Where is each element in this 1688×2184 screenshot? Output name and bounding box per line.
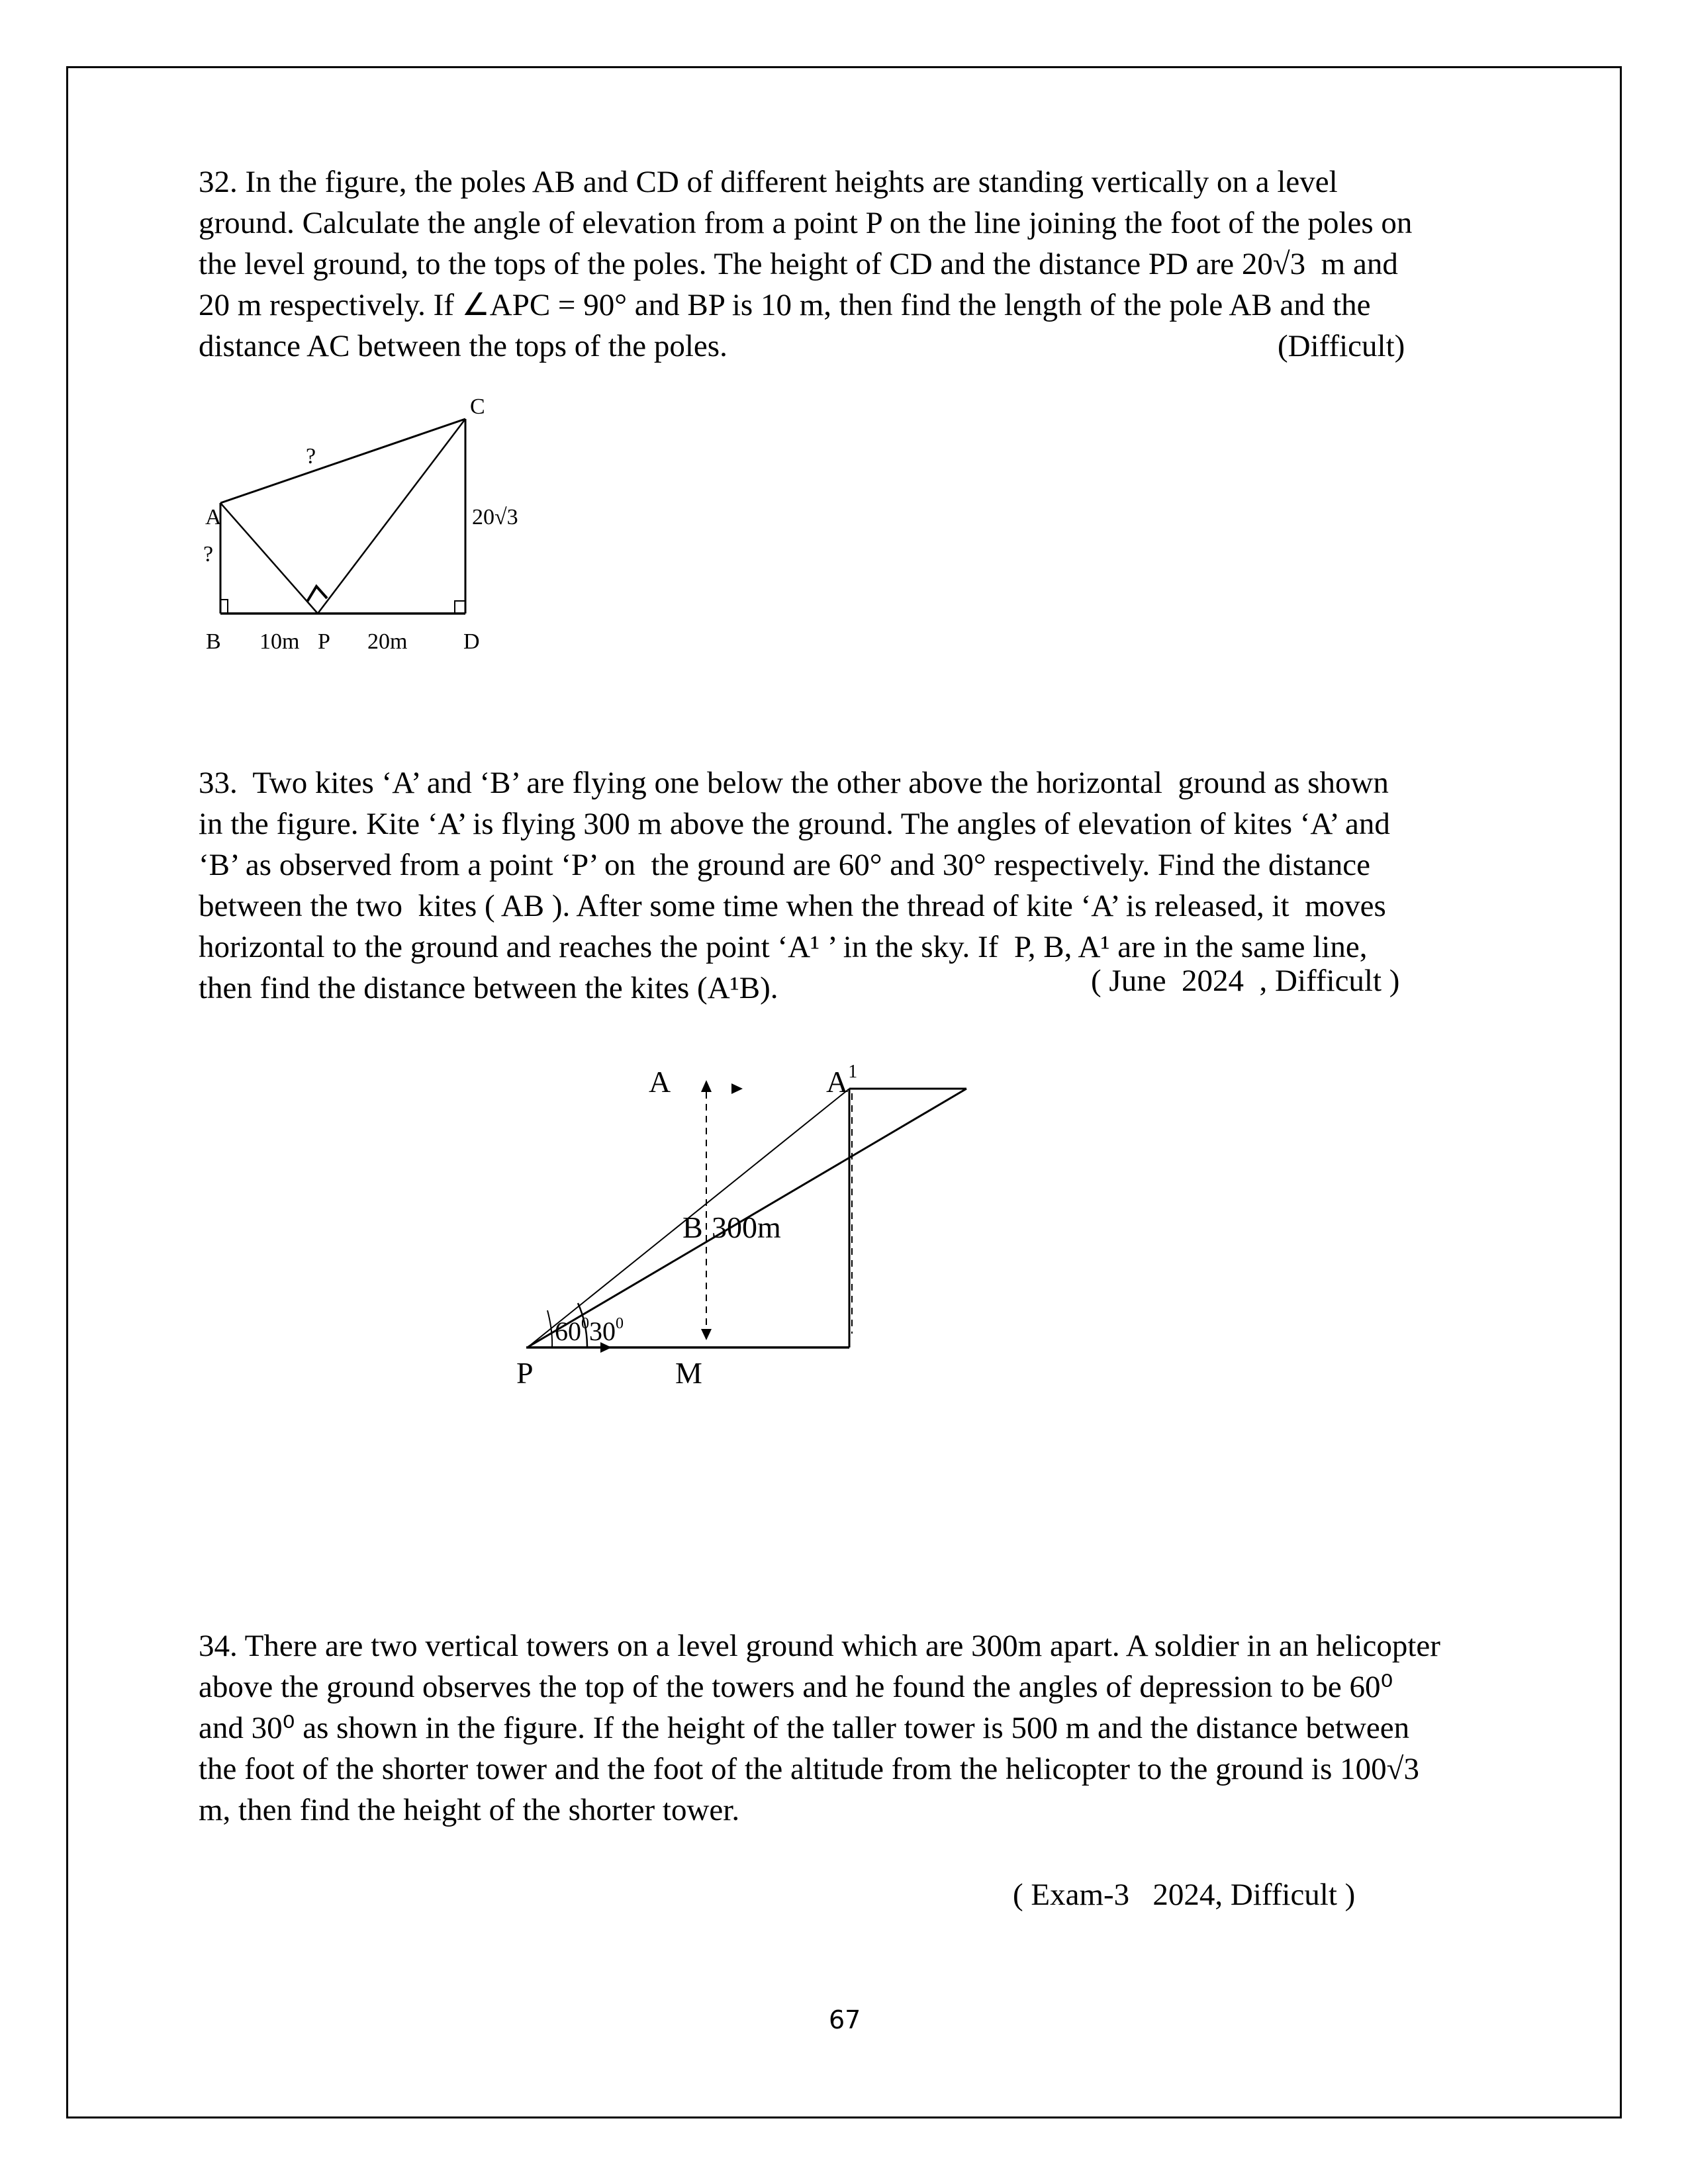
question-33-source-difficulty: ( June 2024 , Difficult )	[1091, 964, 1400, 998]
text-line: and 30⁰ as shown in the figure. If the height of the taller tower is 500 m and the distance between	[199, 1711, 1410, 1745]
right-angle-mark-p	[307, 586, 327, 602]
text-line: ground. Calculate the angle of elevation from a point P on the line joining the foot of the poles on	[199, 206, 1413, 240]
right-angle-mark-b	[220, 600, 228, 614]
label-a1	[826, 1062, 857, 1099]
label-d: D	[463, 629, 480, 654]
arrow-up-icon	[701, 1080, 712, 1092]
label-a1-base: A	[826, 1065, 849, 1099]
angle-60-value: 60	[555, 1316, 581, 1346]
label-p: P	[516, 1356, 534, 1390]
label-angle-30	[589, 1315, 624, 1346]
text-line: between the two kites ( AB ). After some time when the thread of kite ‘A’ is released, it moves	[199, 889, 1386, 923]
text-line: 34. There are two vertical towers on a level ground which are 300m apart. A soldier in an helicopter	[199, 1629, 1440, 1663]
text-line: ‘B’ as observed from a point ‘P’ on the ground are 60° and 30° respectively. Find the distance	[199, 848, 1371, 882]
text-line: 33. Two kites ‘A’ and ‘B’ are flying one below the other above the horizontal ground as shown	[199, 766, 1389, 800]
text-line: distance AC between the tops of the poles.	[199, 329, 727, 363]
text-line: m, then find the height of the shorter tower.	[199, 1793, 740, 1827]
question-33-figure	[516, 1046, 1244, 1562]
label-angle-60	[555, 1315, 589, 1346]
text-line: then find the distance between the kites (A¹B).	[199, 971, 778, 1005]
angle-30-value: 30	[589, 1316, 616, 1346]
arrow-down-icon	[701, 1329, 712, 1340]
label-ac-unknown: ?	[306, 444, 316, 469]
text-line: 32. In the figure, the poles AB and CD of different heights are standing vertically on a level	[199, 165, 1338, 199]
label-p: P	[318, 629, 330, 654]
label-b: B	[206, 629, 221, 654]
text-line: above the ground observes the top of the towers and he found the angles of depression to be 60⁰	[199, 1670, 1393, 1704]
line-ac	[220, 419, 465, 503]
question-34-text	[199, 1625, 1496, 1831]
label-bp-length: 10m	[259, 629, 300, 654]
line-ap	[220, 503, 318, 614]
label-ab-unknown: ?	[203, 542, 214, 567]
question-34-source-difficulty: ( Exam-3 2024, Difficult )	[1013, 1878, 1356, 1912]
text-line: the level ground, to the tops of the poles. The height of CD and the distance PD are 20√3 m and	[199, 247, 1398, 281]
degree-sup: 0	[581, 1315, 589, 1332]
label-cd-length: 20√3	[472, 505, 518, 529]
text-line: in the figure. Kite ‘A’ is flying 300 m above the ground. The angles of elevation of kites ‘A’ and	[199, 807, 1390, 841]
text-line: the foot of the shorter tower and the foot of the altitude from the helicopter to the ground is 100√3	[199, 1752, 1419, 1786]
label-a: A	[649, 1065, 671, 1099]
question-32-figure	[185, 377, 748, 668]
line-cp	[318, 419, 465, 614]
label-300m: 300m	[712, 1210, 781, 1244]
text-line: 20 m respectively. If ∠APC = 90° and BP is 10 m, then find the length of the pole AB and the	[199, 288, 1371, 322]
arrow-right-icon-top	[731, 1083, 743, 1094]
question-32-difficulty: (Difficult)	[1278, 329, 1405, 363]
right-angle-mark-d	[455, 601, 465, 614]
label-pd-length: 20m	[367, 629, 408, 654]
label-a1-superscript: 1	[848, 1062, 858, 1082]
label-b: B	[682, 1210, 703, 1244]
label-m: M	[675, 1356, 702, 1390]
label-c: C	[470, 394, 485, 419]
degree-sup: 0	[616, 1315, 624, 1332]
label-a: A	[205, 505, 222, 529]
text-line: horizontal to the ground and reaches the point ‘A¹ ’ in the sky. If P, B, A¹ are in the same line,	[199, 930, 1368, 964]
page-number: 67	[829, 2005, 861, 2034]
